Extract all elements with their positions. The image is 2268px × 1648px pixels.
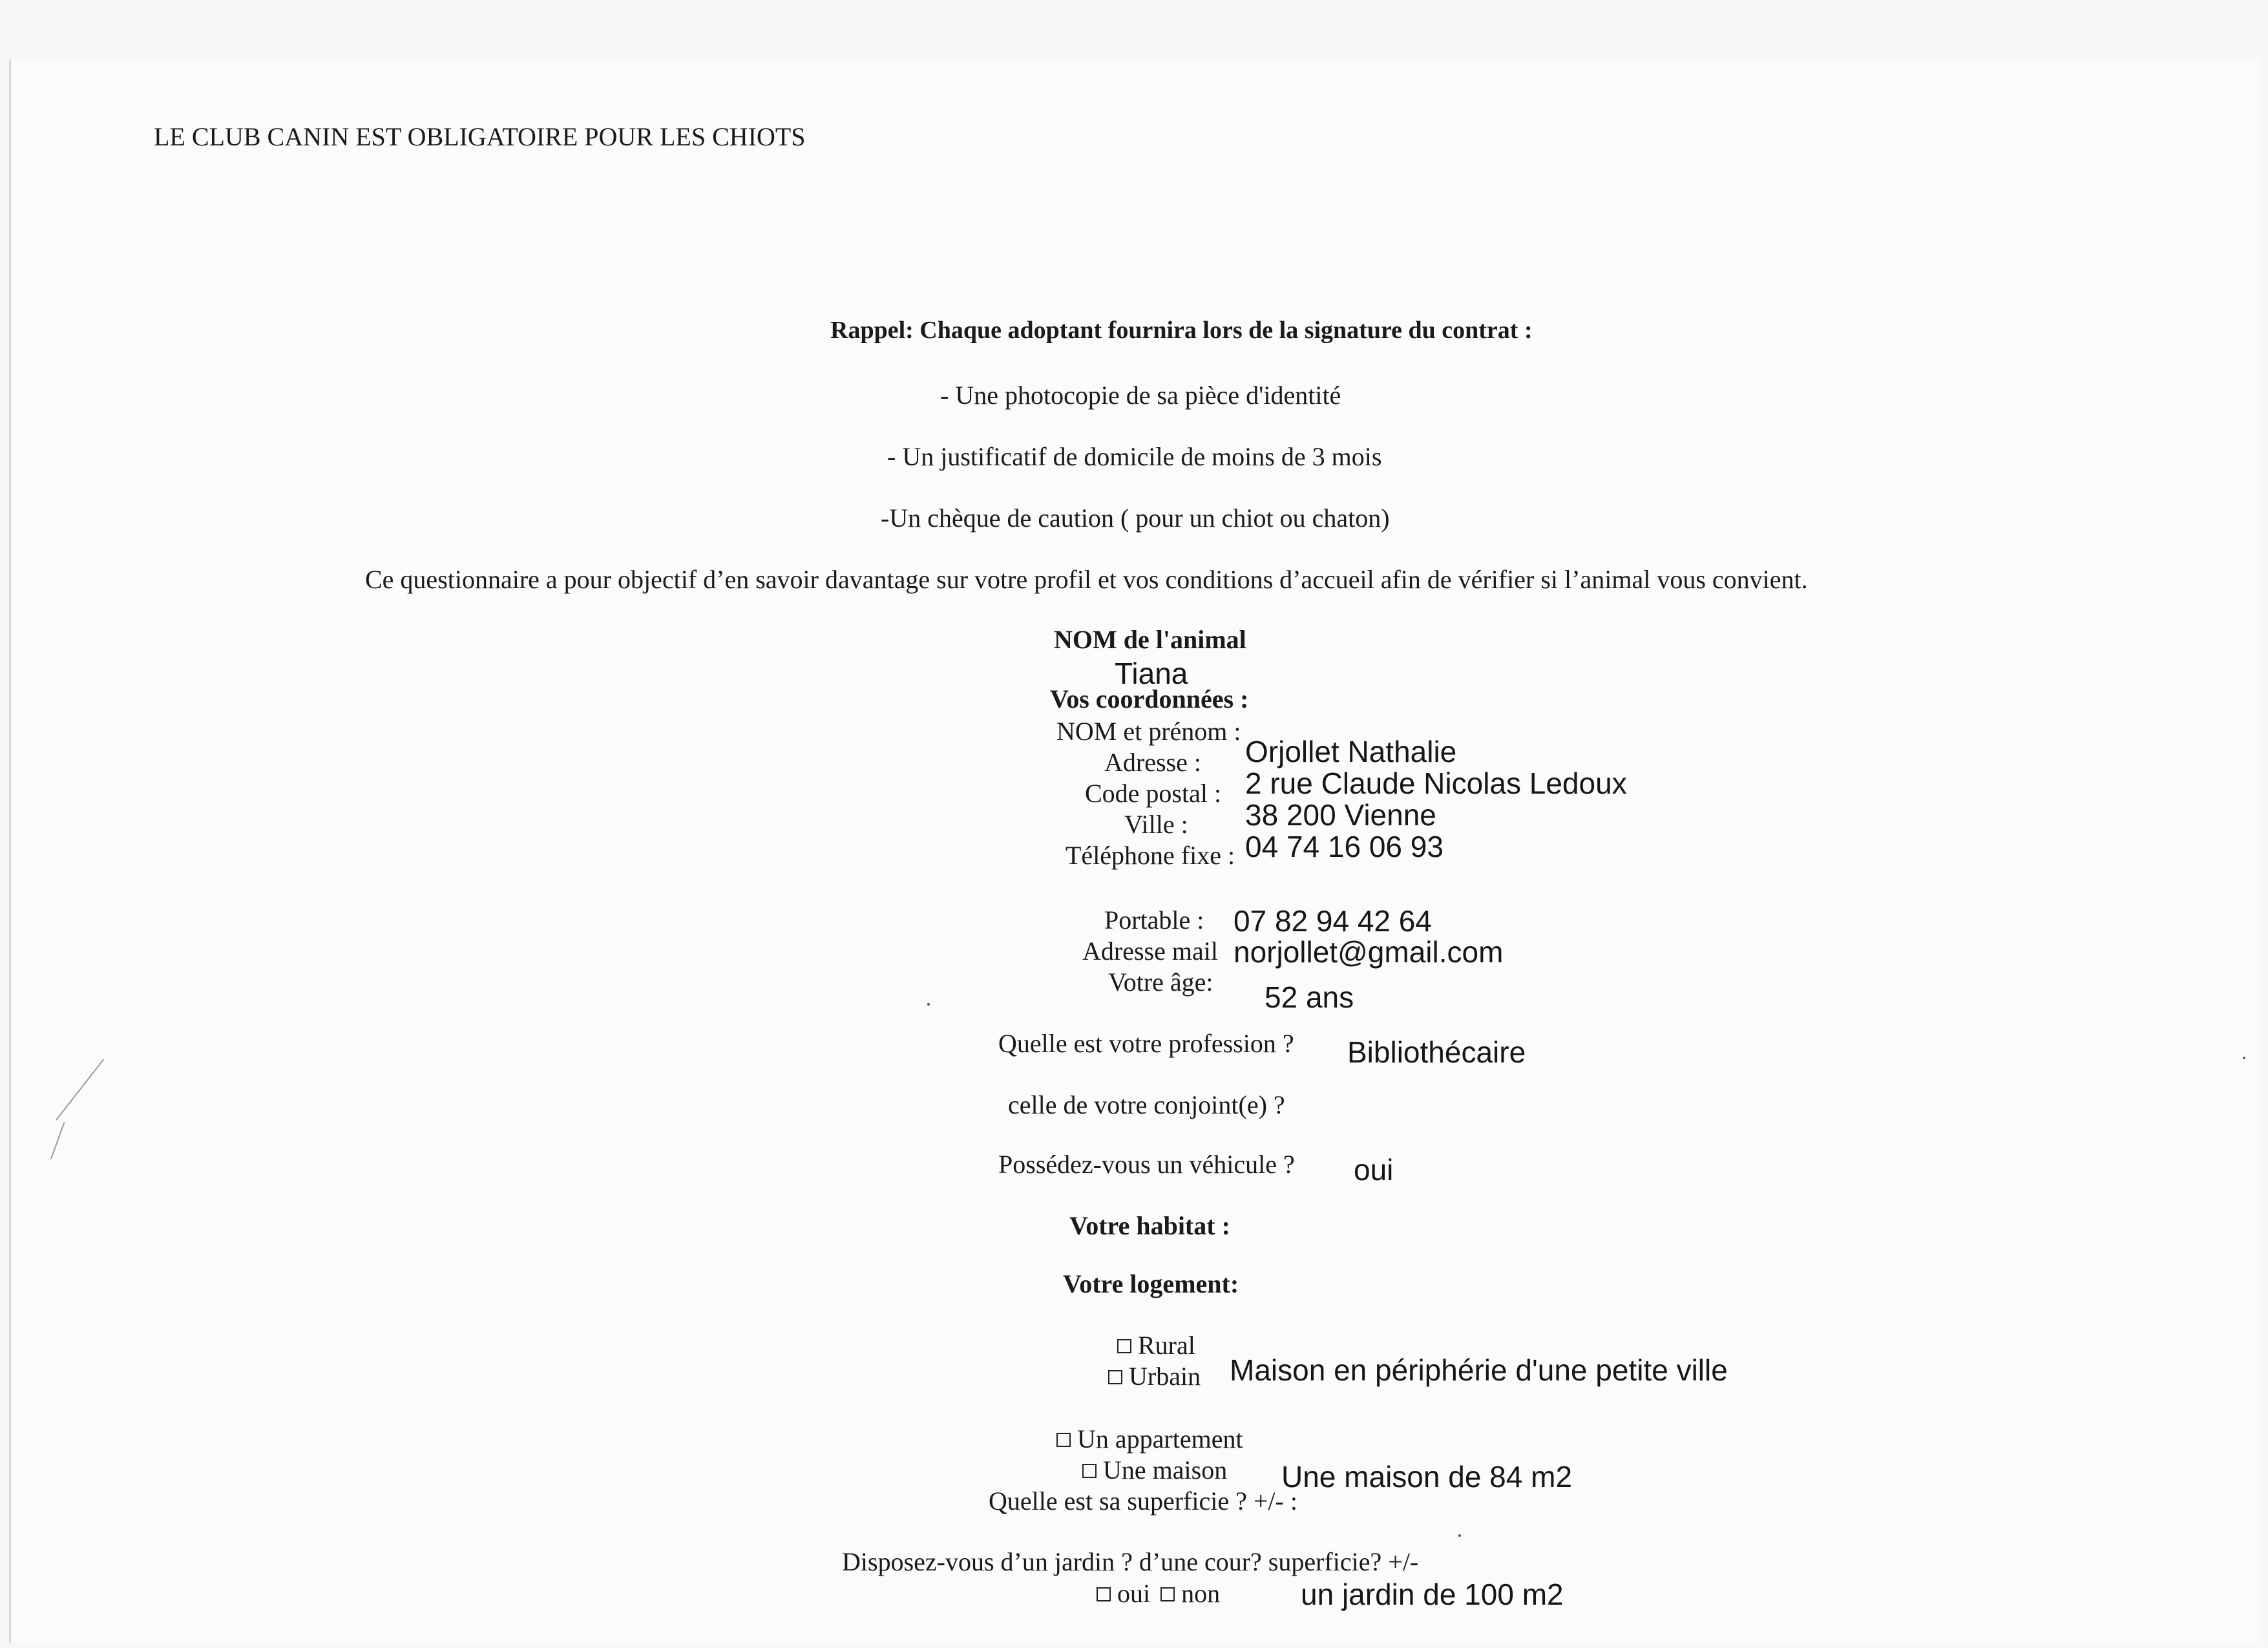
jardin-value: un jardin de 100 m2 — [1301, 1578, 1564, 1611]
jardin-non-checkbox[interactable] — [1160, 1587, 1175, 1601]
rural-option[interactable] — [1117, 1333, 1195, 1358]
logement-heading: Votre logement: — [1063, 1269, 1239, 1298]
urbain-option[interactable] — [1108, 1364, 1201, 1389]
vehicle-label: Possédez-vous un véhicule ? — [998, 1150, 1295, 1179]
habitat-heading: Votre habitat : — [1069, 1211, 1230, 1240]
reminder-item-domicile: - Un justificatif de domicile de moins de 3 mois — [887, 442, 1382, 471]
superficie-label: Quelle est sa superficie ? +/- : — [989, 1486, 1297, 1516]
profession-label: Quelle est votre profession ? — [998, 1029, 1294, 1058]
scan-dot — [2243, 1057, 2245, 1059]
urbain-checkbox[interactable] — [1108, 1370, 1122, 1384]
jardin-options — [1097, 1581, 1220, 1607]
partner-profession-label: celle de votre conjoint(e) ? — [1008, 1090, 1285, 1119]
club-notice: LE CLUB CANIN EST OBLIGATOIRE POUR LES CHIOTS — [154, 122, 806, 151]
maison-option[interactable] — [1082, 1457, 1227, 1483]
reminder-title: Rappel: Chaque adoptant fournira lors de la signature du contrat : — [830, 317, 1533, 344]
scan-dot — [1458, 1534, 1461, 1537]
appartement-option[interactable] — [1056, 1426, 1243, 1452]
mobile-value: 07 82 94 42 64 — [1234, 904, 1432, 938]
email-label: Adresse mail — [1082, 936, 1218, 966]
contact-heading: Vos coordonnées : — [1050, 684, 1249, 713]
urbain-label: Urbain — [1129, 1362, 1201, 1391]
phone-value: 04 74 16 06 93 — [1245, 830, 1444, 863]
postal-code-label: Code postal : — [1085, 779, 1222, 808]
habitat-value: Maison en périphérie d'une petite ville — [1230, 1353, 1728, 1387]
scan-mark — [56, 1059, 104, 1121]
jardin-oui-label: oui — [1117, 1579, 1151, 1608]
logement-value: Une maison de 84 m2 — [1281, 1460, 1573, 1494]
reminder-item-cheque: -Un chèque de caution ( pour un chiot ou chaton) — [881, 503, 1390, 533]
postal-value: 38 200 Vienne — [1245, 798, 1436, 832]
address-value: 2 rue Claude Nicolas Ledoux — [1245, 766, 1627, 800]
profession-value: Bibliothécaire — [1347, 1035, 1526, 1069]
questionnaire-purpose: Ce questionnaire a pour objectif d’en savoir davantage sur votre profil et vos conditions d’accueil afin de vérifier si l’animal vous convient. — [365, 565, 1808, 594]
paper-sheet — [9, 59, 2260, 1643]
mobile-label: Portable : — [1104, 905, 1204, 935]
city-label: Ville : — [1124, 810, 1188, 839]
animal-name-value: Tiana — [1115, 657, 1188, 690]
reminder-item-id: - Une photocopie de sa pièce d'identité — [940, 381, 1341, 410]
rural-label: Rural — [1138, 1331, 1195, 1360]
maison-label: Une maison — [1103, 1455, 1228, 1484]
jardin-non-label: non — [1181, 1579, 1221, 1608]
maison-checkbox[interactable] — [1082, 1464, 1097, 1478]
address-label: Adresse : — [1104, 748, 1201, 777]
age-label: Votre âge: — [1108, 967, 1213, 997]
jardin-label: Disposez-vous d’un jardin ? d’une cour? superficie? +/- — [842, 1547, 1419, 1576]
scan-mark — [50, 1122, 65, 1159]
phone-label: Téléphone fixe : — [1066, 841, 1235, 870]
appartement-checkbox[interactable] — [1056, 1433, 1071, 1447]
scan-dot — [927, 1003, 930, 1006]
name-value: Orjollet Nathalie — [1245, 735, 1457, 768]
email-value: norjollet@gmail.com — [1234, 935, 1504, 969]
appartement-label: Un appartement — [1077, 1424, 1243, 1453]
name-label: NOM et prénom : — [1056, 717, 1241, 746]
age-value: 52 ans — [1265, 980, 1354, 1014]
jardin-oui-checkbox[interactable] — [1097, 1587, 1111, 1601]
animal-name-label: NOM de l'animal — [1054, 625, 1246, 654]
rural-checkbox[interactable] — [1117, 1339, 1131, 1353]
vehicle-value: oui — [1354, 1153, 1394, 1187]
